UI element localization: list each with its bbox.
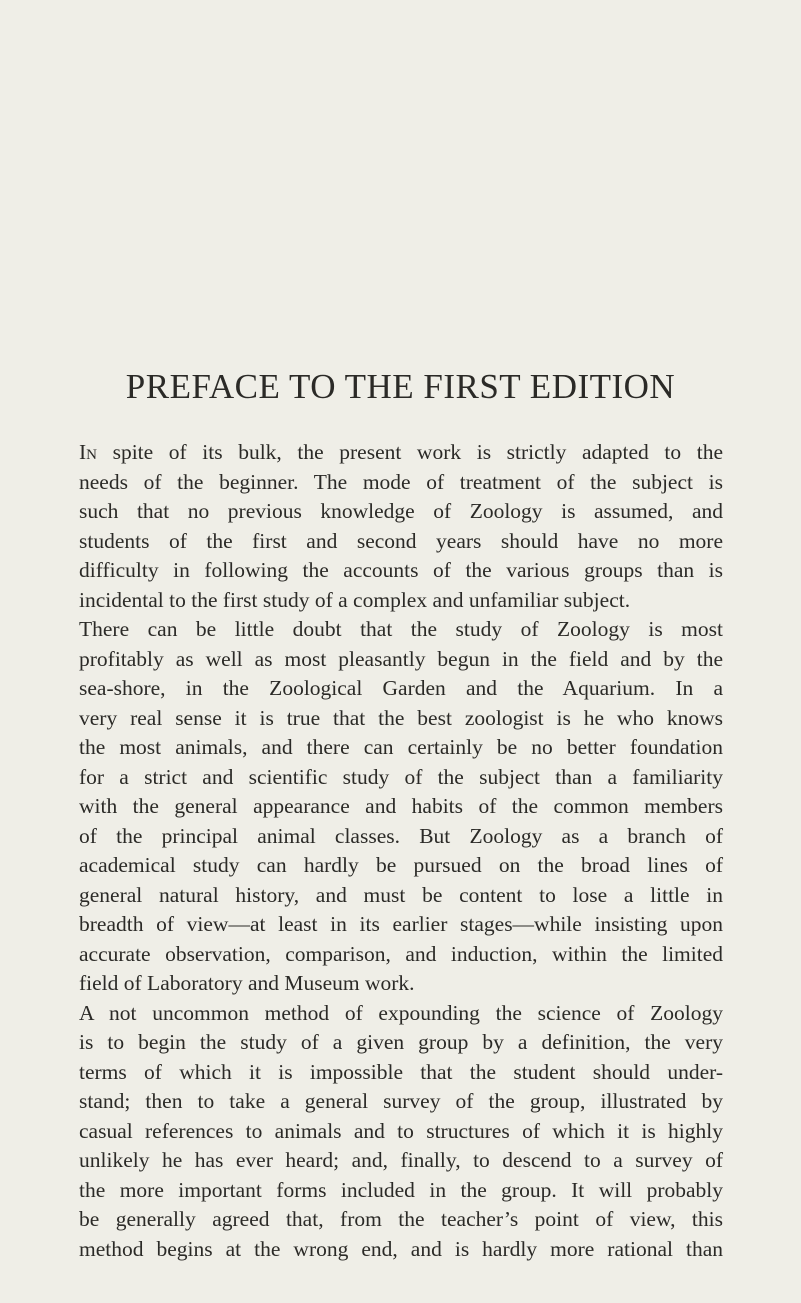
text-line: accurate observation, comparison, and induction, within the limited <box>79 941 723 966</box>
text-line: needs of the beginner. The mode of treatment of the subject is <box>79 469 723 494</box>
text-line: very real sense it is true that the best zoologist is he who knows <box>79 705 723 730</box>
text-line: method begins at the wrong end, and is hardly more rational than <box>79 1236 723 1261</box>
text-line: field of Laboratory and Museum work. <box>79 971 415 995</box>
text-line: A not uncommon method of expounding the science of Zoology <box>79 1000 723 1025</box>
text-line: In spite of its bulk, the present work is strictly adapted to the <box>79 440 723 464</box>
preface-text <box>79 438 723 1264</box>
text-line: terms of which it is impossible that the student should under- <box>79 1059 723 1084</box>
drop-word: In <box>79 440 97 464</box>
text-line: There can be little doubt that the study of Zoology is most <box>79 617 723 641</box>
text-line: for a strict and scientific study of the subject than a familiarity <box>79 764 723 789</box>
text-line: sea-shore, in the Zoological Garden and the Aquarium. In a <box>79 676 723 700</box>
text-line: difficulty in following the accounts of the various groups than is <box>79 558 723 582</box>
text-line: incidental to the first study of a complex and unfamiliar subject. <box>79 587 631 612</box>
text-line: of the principal animal classes. But Zoology as a branch of <box>79 823 723 848</box>
text-line: the more important forms included in the group. It will probably <box>79 1177 723 1202</box>
text-line: general natural history, and must be content to lose a little in <box>79 882 723 907</box>
text-line: with the general appearance and habits of the common members <box>79 794 723 818</box>
text-line: casual references to animals and to structures of which it is highly <box>79 1118 723 1143</box>
text-line: stand; then to take a general survey of the group, illustrated by <box>79 1089 723 1113</box>
text-line: be generally agreed that, from the teacher’s point of view, this <box>79 1207 723 1231</box>
text-line: academical study can hardly be pursued on the broad lines of <box>79 853 723 877</box>
text-line: is to begin the study of a given group by a definition, the very <box>79 1030 723 1054</box>
text-line: the most animals, and there can certainly be no better foundation <box>79 735 723 759</box>
text-line: breadth of view—at least in its earlier stages—while insisting upon <box>79 912 723 936</box>
text-line: unlikely he has ever heard; and, finally, to descend to a survey of <box>79 1148 723 1172</box>
text-line: profitably as well as most pleasantly begun in the field and by the <box>79 646 723 671</box>
page-title: PREFACE TO THE FIRST EDITION <box>125 367 676 406</box>
text-line: students of the first and second years should have no more <box>79 528 723 553</box>
text-line: such that no previous knowledge of Zoology is assumed, and <box>79 499 723 523</box>
